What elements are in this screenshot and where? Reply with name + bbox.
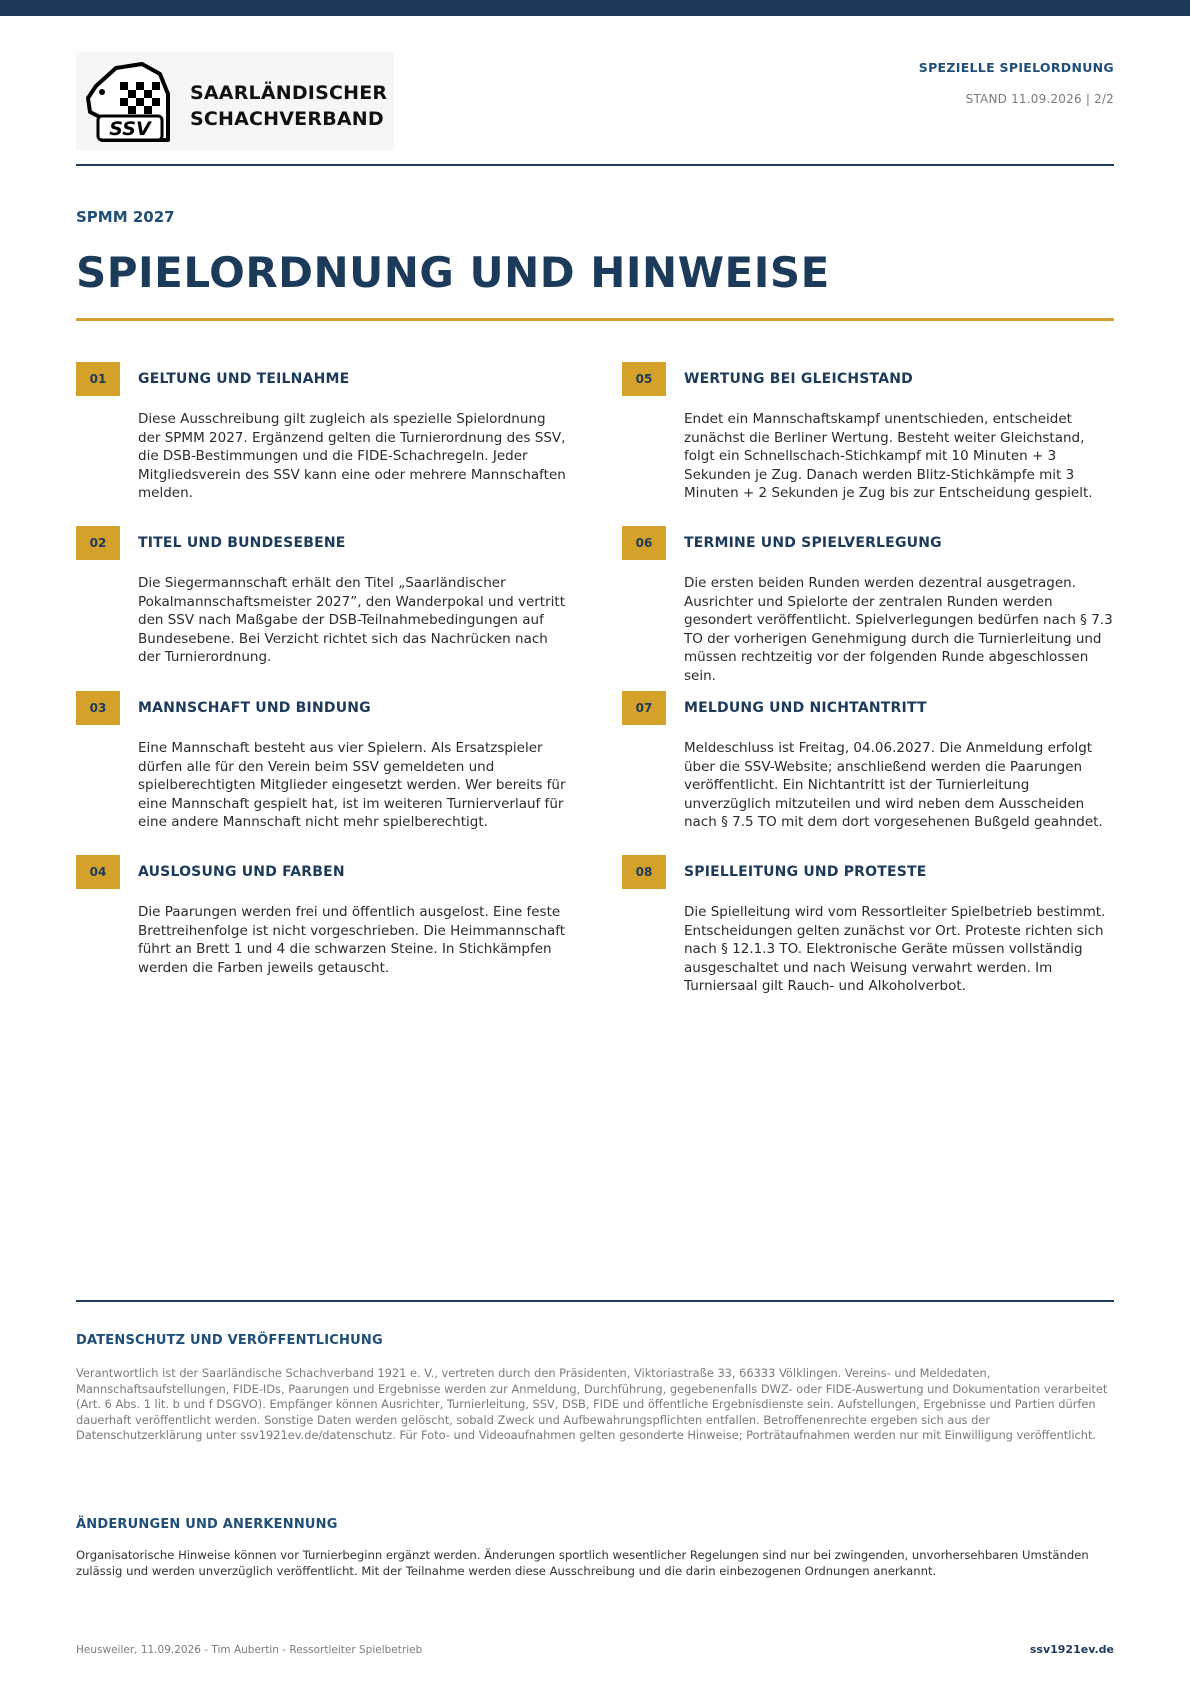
footer-divider bbox=[76, 1300, 1114, 1302]
svg-text:SSV: SSV bbox=[109, 118, 151, 140]
signature-line: Heusweiler, 11.09.2026 - Tim Aubertin - Ressortleiter Spielbetrieb bbox=[76, 1644, 423, 1656]
page-eyebrow: SPMM 2027 bbox=[76, 208, 175, 226]
section-title: MELDUNG UND NICHTANTRITT bbox=[684, 700, 927, 716]
section-body: Die Paarungen werden frei und öffentlich ausgelost. Eine feste Brettreihenfolge ist nicht vorgeschrieben. Die Heimmannschaft führt an Brett 1 und 4 die schwarzen Steine. In Stichkämpfen werden die Farben jeweils getauscht. bbox=[138, 904, 566, 976]
document-meta: STAND 11.09.2026 | 2/2 bbox=[965, 92, 1114, 106]
section-number: 04 bbox=[76, 855, 120, 889]
section-title: GELTUNG UND TEILNAHME bbox=[138, 371, 350, 387]
changes-text: Organisatorische Hinweise können vor Turnierbeginn ergänzt werden. Änderungen sportlich wesentlicher Regelungen sind nur bei zwingenden, unvorhersehbaren Umständen zulässig und werden unverzüglich veröffentlicht. Mit der Teilnahme werden diese Ausschreibung und die darin einbezogenen Ordnungen anerkannt. bbox=[76, 1548, 1089, 1578]
section-title: TITEL UND BUNDESEBENE bbox=[138, 535, 346, 551]
section-title: TERMINE UND SPIELVERLEGUNG bbox=[684, 535, 942, 551]
section-number: 05 bbox=[622, 362, 666, 396]
privacy-title: DATENSCHUTZ UND VERÖFFENTLICHUNG bbox=[76, 1333, 383, 1348]
section-title: AUSLOSUNG UND FARBEN bbox=[138, 864, 345, 880]
section-body: Diese Ausschreibung gilt zugleich als spezielle Spielordnung der SPMM 2027. Ergänzend gelten die Turnierordnung des SSV, die DSB-Bestimmungen und die FIDE-Schachregeln. Jeder Mitgliedsverein des SSV kann eine oder mehrere Mannschaften melden. bbox=[138, 411, 566, 501]
top-bar bbox=[0, 0, 1190, 16]
section-title: SPIELLEITUNG UND PROTESTE bbox=[684, 864, 927, 880]
website-link[interactable]: ssv1921ev.de bbox=[1029, 1643, 1114, 1656]
section-body: Endet ein Mannschaftskampf unentschieden, entscheidet zunächst die Berliner Wertung. Besteht weiter Gleichstand, folgt ein Schnellschach-Stichkampf mit 10 Minuten + 3 Sekunden je Zug. Danach werden Blitz-Stichkämpfe mit 3 Minuten + 2 Sekunden je Zug bis zur Entscheidung gespielt. bbox=[684, 411, 1093, 501]
section-body: Die Spielleitung wird vom Ressortleiter Spielbetrieb bestimmt. Entscheidungen gelten zunächst vor Ort. Proteste richten sich nach § 12.1.3 TO. Elektronische Geräte müssen vollständig ausgeschaltet und nach Weisung verwahrt werden. Im Turniersaal gilt Rauch- und Alkoholverbot. bbox=[684, 904, 1106, 994]
brand-name-line1: SAARLÄNDISCHER bbox=[190, 82, 388, 104]
section-number: 06 bbox=[622, 526, 666, 560]
section-title: WERTUNG BEI GLEICHSTAND bbox=[684, 371, 913, 387]
section-number: 03 bbox=[76, 691, 120, 725]
section-body: Die Siegermannschaft erhält den Titel „Saarländischer Pokalmannschaftsmeister 2027”, den Wanderpokal und vertritt den SSV nach Maßgabe der DSB-Teilnahmebedingungen auf Bundesebene. Bei Verzicht richtet sich das Nachrücken nach der Turnierordnung. bbox=[138, 575, 565, 665]
section-body: Eine Mannschaft besteht aus vier Spielern. Als Ersatzspieler dürfen alle für den Verein beim SSV gemeldeten und spielberechtigten Mitglieder eingesetzt werden. Wer bereits für eine Mannschaft gespielt hat, ist im weiteren Turnierverlauf für eine andere Mannschaft nicht mehr spielberechtigt. bbox=[138, 740, 566, 830]
title-divider bbox=[76, 318, 1114, 321]
page-title: SPIELORDNUNG UND HINWEISE bbox=[76, 248, 830, 297]
section-number: 01 bbox=[76, 362, 120, 396]
section-number: 02 bbox=[76, 526, 120, 560]
section-body: Die ersten beiden Runden werden dezentral ausgetragen. Ausrichter und Spielorte der zentralen Runden werden gesondert veröffentlicht. Spielverlegungen bedürfen nach § 7.3 TO der vorherigen Genehmigung durch die Turnierleitung und müssen rechtzeitig vor der folgenden Runde abgeschlossen sein. bbox=[684, 575, 1113, 684]
ssv-logo bbox=[76, 52, 394, 150]
header-divider bbox=[76, 164, 1114, 166]
changes-title: ÄNDERUNGEN UND ANERKENNUNG bbox=[76, 1517, 338, 1532]
document-type: SPEZIELLE SPIELORDNUNG bbox=[918, 60, 1114, 75]
section-number: 07 bbox=[622, 691, 666, 725]
brand-name bbox=[190, 80, 387, 132]
brand-name-line2: SCHACHVERBAND bbox=[190, 108, 384, 130]
privacy-text: Verantwortlich ist der Saarländische Schachverband 1921 e. V., vertreten durch den Präsidenten, Viktoriastraße 33, 66333 Völklingen. Vereins- und Meldedaten, Mannschaftsaufstellungen, FIDE-IDs, Paarungen und Ergebnisse werden zur Anmeldung, Durchführung, gegebenenfalls DWZ- oder FIDE-Auswertung und Dokumentation verarbeitet (Art. 6 Abs. 1 lit. b und f DSGVO). Empfänger können Ausrichter, Turnierleitung, SSV, DSB, FIDE und öffentliche Ergebnisdienste sein. Aufstellungen, Ergebnisse und Partien dürfen dauerhaft veröffentlicht werden. Sonstige Daten werden gelöscht, sobald Zweck und Aufbewahrungspflichten entfallen. Betroffenenrechte ergeben sich aus der Datenschutzerklärung unter ssv1921ev.de/datenschutz. Für Foto- und Videoaufnahmen gelten gesonderte Hinweise; Porträtaufnahmen werden nur mit Einwilligung veröffentlicht. bbox=[76, 1366, 1108, 1442]
section-body: Meldeschluss ist Freitag, 04.06.2027. Die Anmeldung erfolgt über die SSV-Website; anschließend werden die Paarungen veröffentlicht. Ein Nichtantritt ist der Turnierleitung unverzüglich mitzuteilen und wird neben dem Ausscheiden nach § 7.5 TO mit dem dort vorgesehenen Bußgeld geahndet. bbox=[684, 740, 1103, 830]
knight-logo-icon bbox=[82, 60, 182, 146]
section-number: 08 bbox=[622, 855, 666, 889]
section-title: MANNSCHAFT UND BINDUNG bbox=[138, 700, 371, 716]
